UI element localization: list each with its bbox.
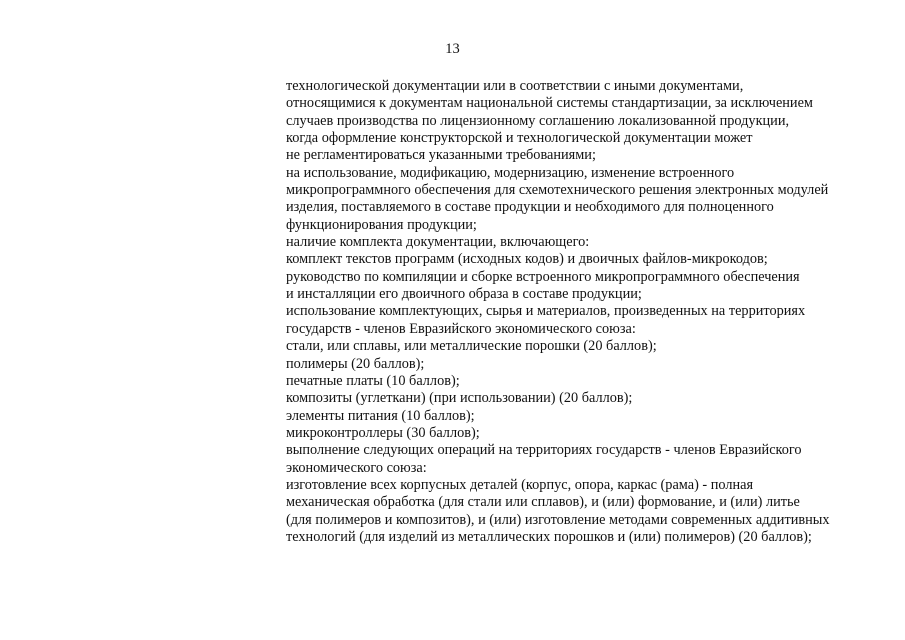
document-body [286,78,886,546]
text-line: случаев производства по лицензионному соглашению локализованной продукции, [286,112,790,129]
text-line: микроконтроллеры (30 баллов); [286,424,480,441]
text-line: комплект текстов программ (исходных кодов) и двоичных файлов-микрокодов; [286,251,768,268]
text-line: экономического союза: [286,459,427,476]
text-line: технологической документации или в соответствии с иными документами, [286,78,744,94]
text-line: не регламентироваться указанными требованиями; [286,147,596,164]
text-line: функционирования продукции; [286,216,477,233]
text-line: микропрограммного обеспечения для схемотехнического решения электронных модулей [286,182,829,199]
text-line: элементы питания (10 баллов); [286,407,475,424]
page-number: 13 [445,41,460,57]
text-line: руководство по компиляции и сборке встроенного микропрограммного обеспечения [286,268,800,285]
text-line: и инсталляции его двоичного образа в составе продукции; [286,286,642,303]
text-line: на использование, модификацию, модернизацию, изменение встроенного [286,164,735,181]
text-line: механическая обработка (для стали или сплавов), и (или) формование, и (или) литье [286,494,800,511]
text-line: изготовление всех корпусных деталей (корпус, опора, каркас (рама) - полная [286,476,754,493]
text-line: (для полимеров и композитов), и (или) изготовление методами современных аддитивных [286,511,830,528]
text-line: стали, или сплавы, или металлические порошки (20 баллов); [286,338,657,355]
text-line: печатные платы (10 баллов); [286,372,460,389]
text-line: изделия, поставляемого в составе продукции и необходимого для полноценного [286,199,774,216]
text-line: композиты (углеткани) (при использовании) (20 баллов); [286,390,633,407]
text-line: относящимися к документам национальной системы стандартизации, за исключением [286,95,813,112]
text-line: использование комплектующих, сырья и материалов, произведенных на территориях [286,303,806,320]
text-line: государств - членов Евразийского экономического союза: [286,320,636,337]
text-line: полимеры (20 баллов); [286,355,425,372]
text-line: когда оформление конструкторской и технологической документации может [286,130,753,147]
text-line: технологий (для изделий из металлических порошков и (или) полимеров) (20 баллов); [286,528,812,545]
text-line: выполнение следующих операций на территориях государств - членов Евразийского [286,442,802,459]
text-line: наличие комплекта документации, включающего: [286,234,590,251]
